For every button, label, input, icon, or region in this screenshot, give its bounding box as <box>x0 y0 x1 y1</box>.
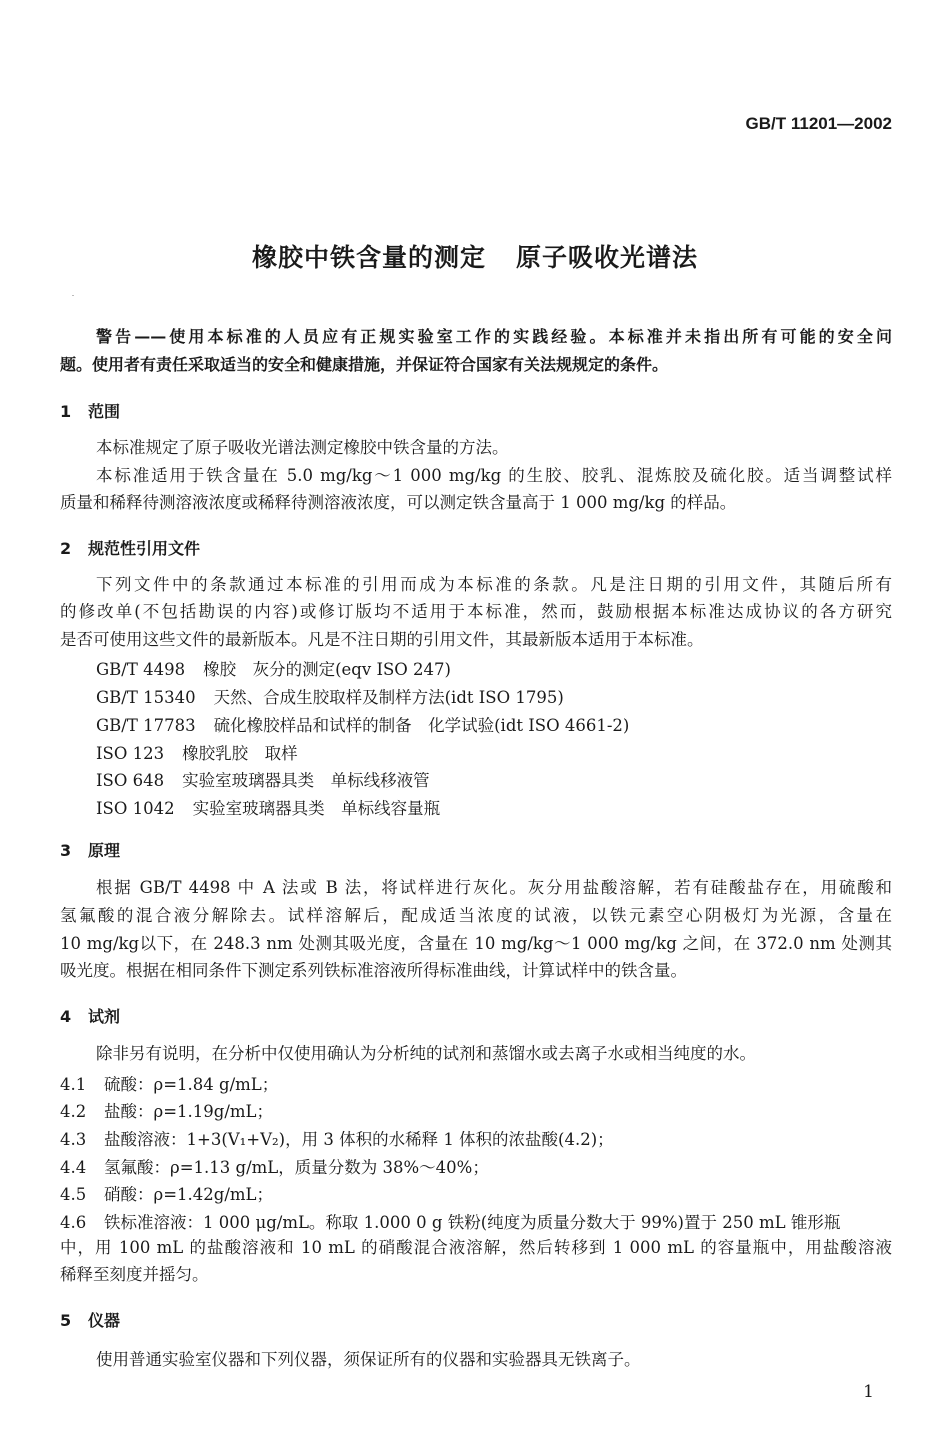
section-3-line-3: 10 mg/kg以下，在 248.3 nm 处测其吸光度，含量在 10 mg/kg～1 000 mg/kg 之间，在 372.0 nm 处测其 <box>60 934 892 953</box>
reagent-item: 4.1 硫酸：ρ=1.84 g/mL； <box>60 1075 279 1094</box>
section-2-heading <box>60 536 200 559</box>
title-part-2: 原子吸收光谱法 <box>516 243 699 272</box>
reference-item: ISO 648 实验室玻璃器具类 单标线移液管 <box>96 771 430 790</box>
section-2-para-line-3: 是否可使用这些文件的最新版本。凡是不注日期的引用文件，其最新版本适用于本标准。 <box>60 630 704 649</box>
scan-speck <box>72 295 74 296</box>
section-3-line-4: 吸光度。根据在相同条件下测定系列铁标准溶液所得标准曲线，计算试样中的铁含量。 <box>60 961 687 980</box>
section-5-title: 仪器 <box>88 1311 121 1330</box>
section-3-number: 3 <box>60 841 72 860</box>
section-4-title: 试剂 <box>88 1007 121 1026</box>
section-4-intro: 除非另有说明，在分析中仅使用确认为分析纯的试剂和蒸馏水或去离子水或相当纯度的水。 <box>96 1044 756 1063</box>
section-2-title: 规范性引用文件 <box>88 539 201 558</box>
reagent-item: 4.2 盐酸：ρ=1.19g/mL； <box>60 1102 273 1121</box>
section-3-title: 原理 <box>88 841 121 860</box>
section-1-number: 1 <box>60 402 72 421</box>
section-3-heading <box>60 838 120 861</box>
reagent-item-6-line-2: 中，用 100 mL 的盐酸溶液和 10 mL 的硝酸混合液溶解，然后转移到 1 000 mL 的容量瓶中，用盐酸溶液 <box>60 1238 892 1257</box>
section-1-para-2-line-2: 质量和稀释待测溶液浓度或稀释待测溶液浓度，可以测定铁含量高于 1 000 mg/kg 的样品。 <box>60 493 737 512</box>
section-3-line-2: 氢氟酸的混合液分解除去。试样溶解后，配成适当浓度的试液，以铁元素空心阴极灯为光源，含量在 <box>60 906 892 925</box>
section-5-para: 使用普通实验室仪器和下列仪器，须保证所有的仪器和实验器具无铁离子。 <box>96 1350 641 1369</box>
standard-code: GB/T 11201—2002 <box>745 114 892 133</box>
section-5-number: 5 <box>60 1311 72 1330</box>
reagent-item: 4.6 铁标准溶液：1 000 μg/mL。称取 1.000 0 g 铁粉(纯度为质量分数大于 99%)置于 250 mL 锥形瓶 <box>60 1213 841 1232</box>
section-1-para-2-line-1: 本标准适用于铁含量在 5.0 mg/kg～1 000 mg/kg 的生胶、胶乳、混炼胶及硫化胶。适当调整试样 <box>96 466 892 485</box>
warning-line-2: 题。使用者有责任采取适当的安全和健康措施，并保证符合国家有关法规规定的条件。 <box>60 355 669 374</box>
warning-line-1: 警告——使用本标准的人员应有正规实验室工作的实践经验。本标准并未指出所有可能的安全问 <box>96 327 892 346</box>
section-1-title: 范围 <box>88 402 121 421</box>
section-2-para-line-2: 的修改单(不包括勘误的内容)或修订版均不适用于本标准，然而，鼓励根据本标准达成协议的各方研究 <box>60 602 892 621</box>
section-4-heading <box>60 1004 120 1027</box>
title-part-1: 橡胶中铁含量的测定 <box>251 243 486 272</box>
reference-item: GB/T 15340 天然、合成生胶取样及制样方法(idt ISO 1795) <box>96 688 564 707</box>
reagent-item: 4.5 硝酸：ρ=1.42g/mL； <box>60 1185 273 1204</box>
reference-item: GB/T 4498 橡胶 灰分的测定(eqv ISO 247) <box>96 660 451 679</box>
reagent-item: 4.4 氢氟酸：ρ=1.13 g/mL，质量分数为 38%～40%； <box>60 1158 489 1177</box>
section-2-para-line-1: 下列文件中的条款通过本标准的引用而成为本标准的条款。凡是注日期的引用文件，其随后所有 <box>96 575 892 594</box>
section-1-heading <box>60 399 120 422</box>
reference-item: ISO 123 橡胶乳胶 取样 <box>96 744 298 763</box>
reagent-item: 4.3 盐酸溶液：1+3(V₁+V₂)，用 3 体积的水稀释 1 体积的浓盐酸(4.2)； <box>60 1130 614 1149</box>
section-3-line-1: 根据 GB/T 4498 中 A 法或 B 法，将试样进行灰化。灰分用盐酸溶解，若有硅酸盐存在，用硫酸和 <box>96 878 892 897</box>
reference-item: ISO 1042 实验室玻璃器具类 单标线容量瓶 <box>96 799 441 818</box>
section-2-number: 2 <box>60 539 72 558</box>
section-1-para-1: 本标准规定了原子吸收光谱法测定橡胶中铁含量的方法。 <box>96 438 509 457</box>
document-title <box>0 238 950 274</box>
reference-item: GB/T 17783 硫化橡胶样品和试样的制备 化学试验(idt ISO 4661-2) <box>96 716 630 735</box>
section-5-heading <box>60 1308 120 1331</box>
page-number: 1 <box>863 1382 874 1402</box>
section-4-number: 4 <box>60 1007 72 1026</box>
reagent-item-6-line-3: 稀释至刻度并摇匀。 <box>60 1265 209 1284</box>
